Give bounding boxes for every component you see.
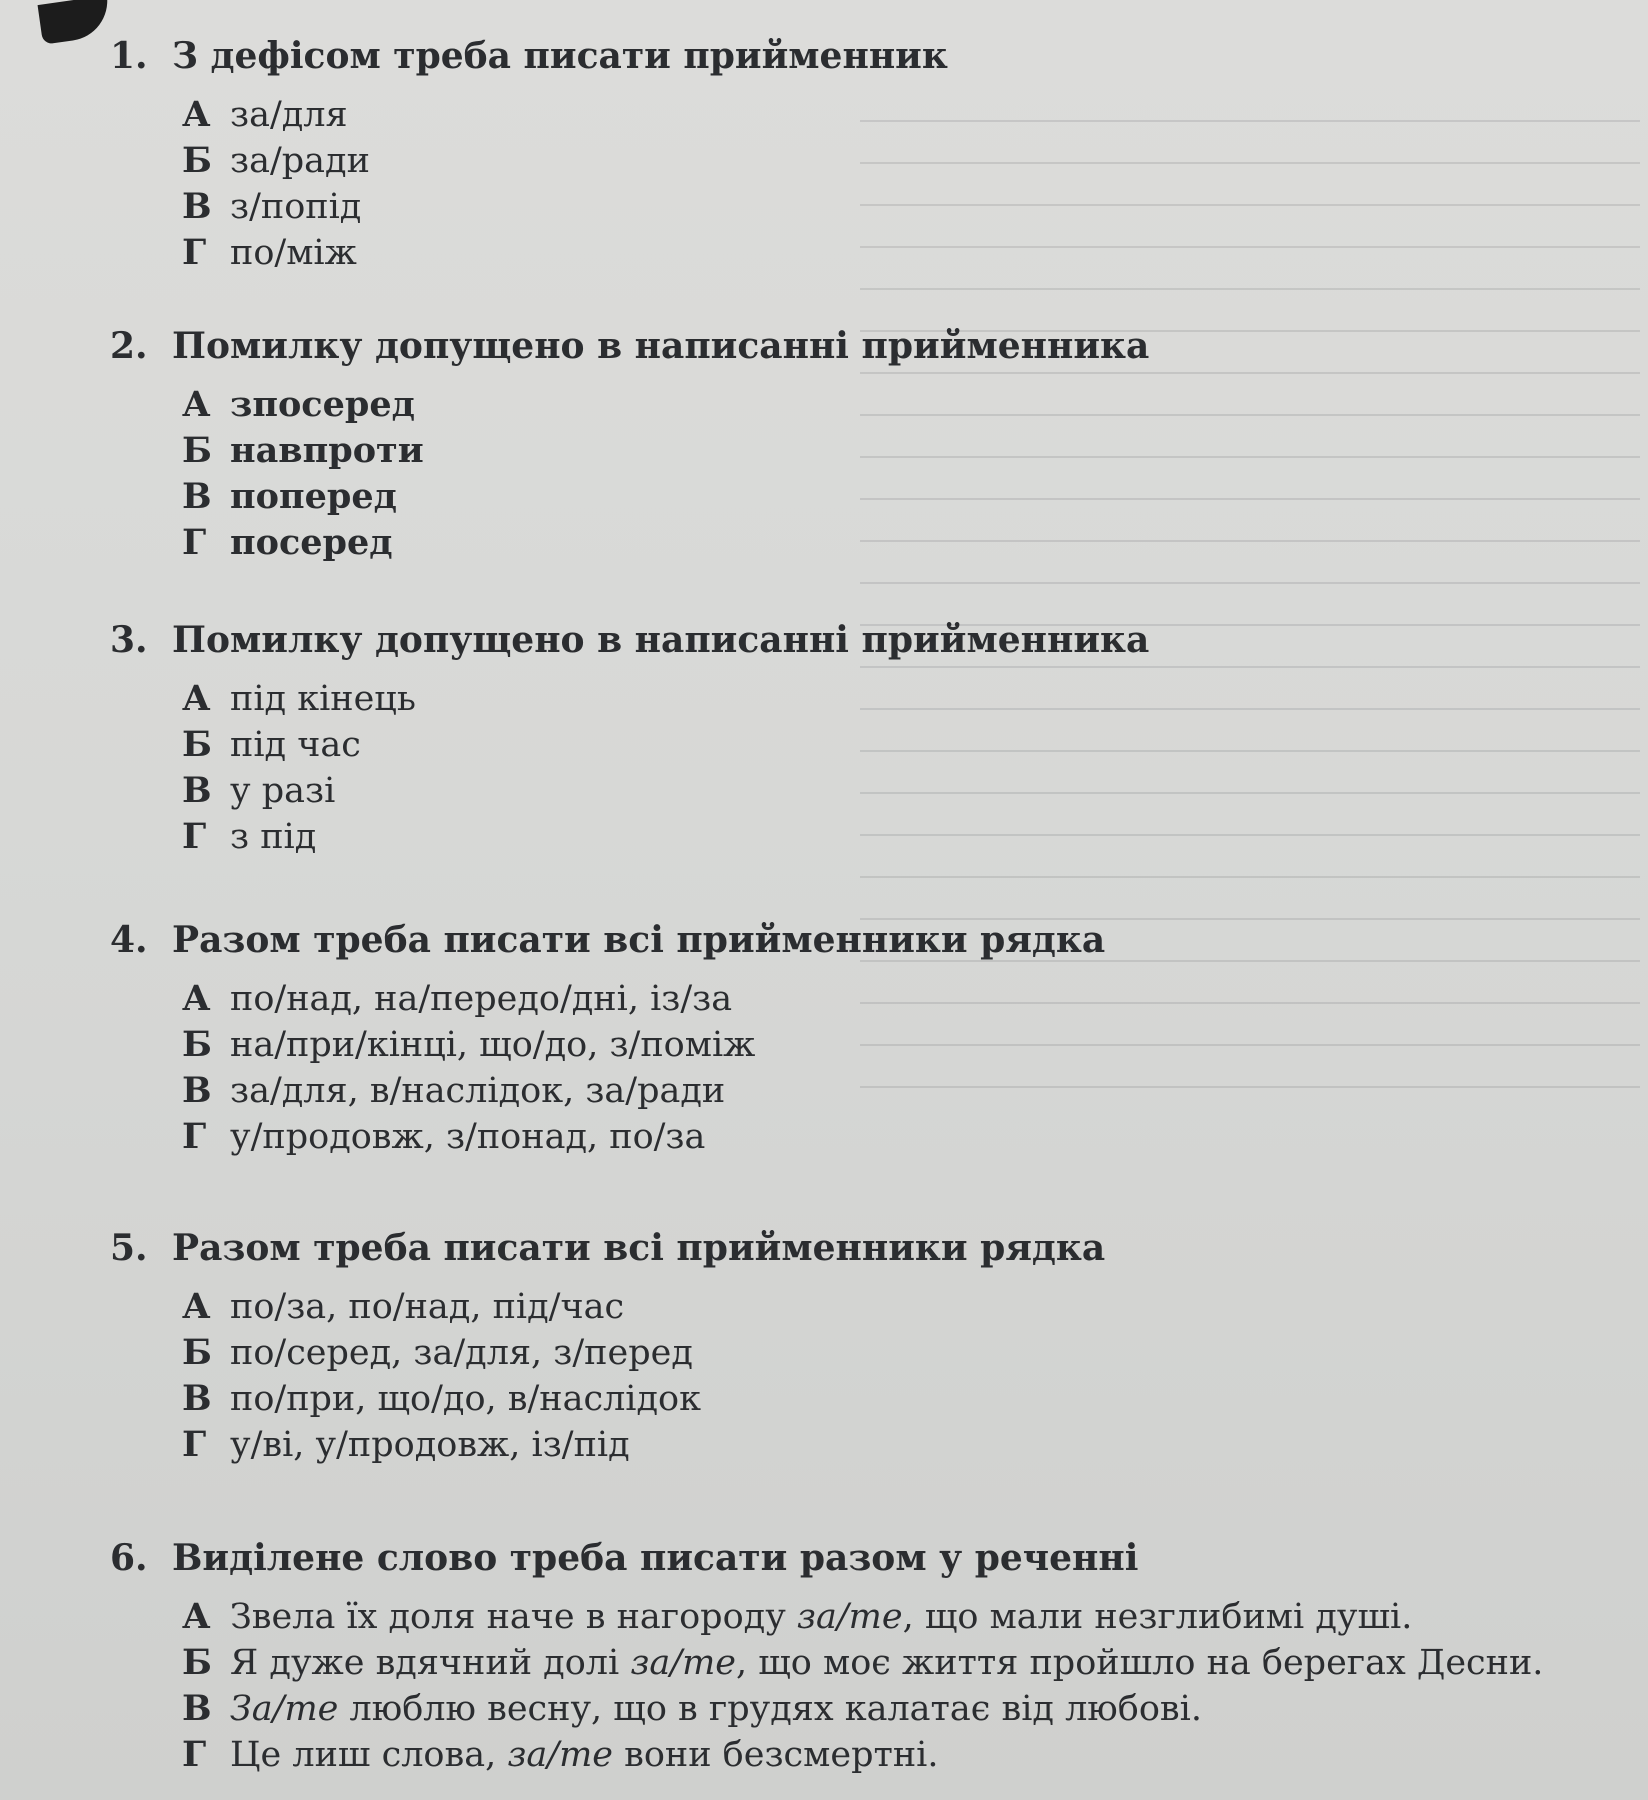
answer-options <box>182 976 1610 1160</box>
answer-option-a <box>182 676 1610 722</box>
question-number: 2. <box>110 325 148 367</box>
option-letter: А <box>182 678 211 719</box>
question-5 <box>110 1226 1610 1468</box>
answer-option-h <box>182 230 1610 276</box>
option-text: за/для, в/наслідок, за/ради <box>230 1071 726 1111</box>
answer-option-h <box>182 1114 1610 1160</box>
answer-option-v <box>182 1068 1610 1114</box>
answer-options <box>182 1594 1610 1778</box>
option-text: за/для <box>230 95 348 135</box>
highlighted-word: за/те <box>796 1597 903 1637</box>
question-2 <box>110 324 1610 566</box>
option-letter: А <box>182 384 211 425</box>
answer-option-h <box>182 1422 1610 1468</box>
highlighted-word: за/те <box>507 1735 613 1775</box>
option-text: під кінець <box>230 679 416 719</box>
question-number: 5. <box>110 1227 148 1269</box>
question-number: 4. <box>110 919 148 961</box>
question-heading <box>110 1536 1610 1580</box>
answer-option-a <box>182 1594 1610 1640</box>
option-text: з/попід <box>230 187 362 227</box>
option-letter: Б <box>182 1642 212 1683</box>
option-text: під час <box>230 725 361 765</box>
option-letter: Г <box>182 1116 207 1157</box>
answer-option-a <box>182 382 1610 428</box>
answer-options <box>182 1284 1610 1468</box>
option-text: посеред <box>230 522 393 563</box>
answer-option-v <box>182 474 1610 520</box>
option-text: по/за, по/над, під/час <box>230 1287 625 1327</box>
answer-option-v <box>182 1376 1610 1422</box>
question-prompt: З дефісом треба писати прийменник <box>172 35 948 77</box>
answer-option-b <box>182 1640 1610 1686</box>
question-prompt: Помилку допущено в написанні прийменника <box>172 325 1150 367</box>
answer-option-v <box>182 184 1610 230</box>
question-heading <box>110 34 1610 78</box>
answer-options <box>182 92 1610 276</box>
option-letter: Б <box>182 430 212 471</box>
option-text: на/при/кінці, що/до, з/поміж <box>230 1025 756 1065</box>
question-prompt: Разом треба писати всі прийменники рядка <box>172 919 1106 961</box>
answer-option-b <box>182 1022 1610 1068</box>
option-text: по/над, на/передо/дні, із/за <box>230 979 733 1019</box>
option-letter: Б <box>182 140 212 181</box>
question-6 <box>110 1536 1610 1778</box>
question-number: 6. <box>110 1537 148 1579</box>
option-text-after: , що мали незглибимі душі. <box>902 1597 1413 1637</box>
answer-options <box>182 676 1610 860</box>
option-letter: Г <box>182 816 207 857</box>
option-letter: В <box>182 1688 212 1729</box>
question-4 <box>110 918 1610 1160</box>
option-text: за/ради <box>230 141 370 181</box>
question-heading <box>110 618 1610 662</box>
option-letter: В <box>182 186 212 227</box>
highlighted-word: За/те <box>230 1689 339 1729</box>
answer-option-b <box>182 428 1610 474</box>
option-letter: В <box>182 1070 212 1111</box>
option-letter: А <box>182 1286 211 1327</box>
highlighted-word: за/те <box>630 1643 736 1683</box>
option-letter: А <box>182 1596 211 1637</box>
option-text-before: Звела їх доля наче в нагороду <box>230 1597 797 1637</box>
answer-option-h <box>182 520 1610 566</box>
option-text-after: вони безсмертні. <box>612 1735 939 1775</box>
answer-option-v <box>182 1686 1610 1732</box>
option-letter: В <box>182 1378 212 1419</box>
answer-option-h <box>182 1732 1610 1778</box>
answer-option-v <box>182 768 1610 814</box>
option-text: зпосеред <box>230 384 415 425</box>
option-letter: Б <box>182 724 212 765</box>
option-letter: А <box>182 978 211 1019</box>
ink-blot <box>38 0 113 45</box>
answer-option-b <box>182 138 1610 184</box>
option-text: по/між <box>230 233 357 273</box>
option-text: у разі <box>230 771 336 811</box>
option-text-before: Це лиш слова, <box>230 1735 508 1775</box>
question-number: 3. <box>110 619 148 661</box>
option-letter: Б <box>182 1332 212 1373</box>
answer-option-a <box>182 92 1610 138</box>
option-text: по/серед, за/для, з/перед <box>230 1333 693 1373</box>
question-prompt: Разом треба писати всі прийменники рядка <box>172 1227 1106 1269</box>
option-letter: В <box>182 770 212 811</box>
option-text-after: , що моє життя пройшло на берегах Десни. <box>736 1643 1544 1683</box>
question-3 <box>110 618 1610 860</box>
option-text: поперед <box>230 476 397 517</box>
answer-option-a <box>182 976 1610 1022</box>
answer-options <box>182 382 1610 566</box>
answer-option-h <box>182 814 1610 860</box>
question-heading <box>110 918 1610 962</box>
question-number: 1. <box>110 35 148 77</box>
answer-option-b <box>182 1330 1610 1376</box>
option-text: у/ві, у/продовж, із/під <box>230 1425 630 1465</box>
question-1 <box>110 34 1610 276</box>
option-letter: Г <box>182 1424 207 1465</box>
option-text-before: Я дуже вдячний долі <box>230 1643 631 1683</box>
option-letter: Б <box>182 1024 212 1065</box>
answer-option-b <box>182 722 1610 768</box>
option-letter: В <box>182 476 212 517</box>
option-text-after: люблю весну, що в грудях калатає від любові. <box>338 1689 1202 1729</box>
option-text: з під <box>230 817 317 857</box>
option-text: у/продовж, з/понад, по/за <box>230 1117 706 1157</box>
question-prompt: Виділене слово треба писати разом у реченні <box>172 1537 1139 1579</box>
question-prompt: Помилку допущено в написанні прийменника <box>172 619 1150 661</box>
option-text: навпроти <box>230 430 424 471</box>
question-heading <box>110 1226 1610 1270</box>
option-text: по/при, що/до, в/наслідок <box>230 1379 701 1419</box>
option-letter: А <box>182 94 211 135</box>
option-letter: Г <box>182 1734 207 1775</box>
option-letter: Г <box>182 232 207 273</box>
question-heading <box>110 324 1610 368</box>
option-letter: Г <box>182 522 207 563</box>
answer-option-a <box>182 1284 1610 1330</box>
